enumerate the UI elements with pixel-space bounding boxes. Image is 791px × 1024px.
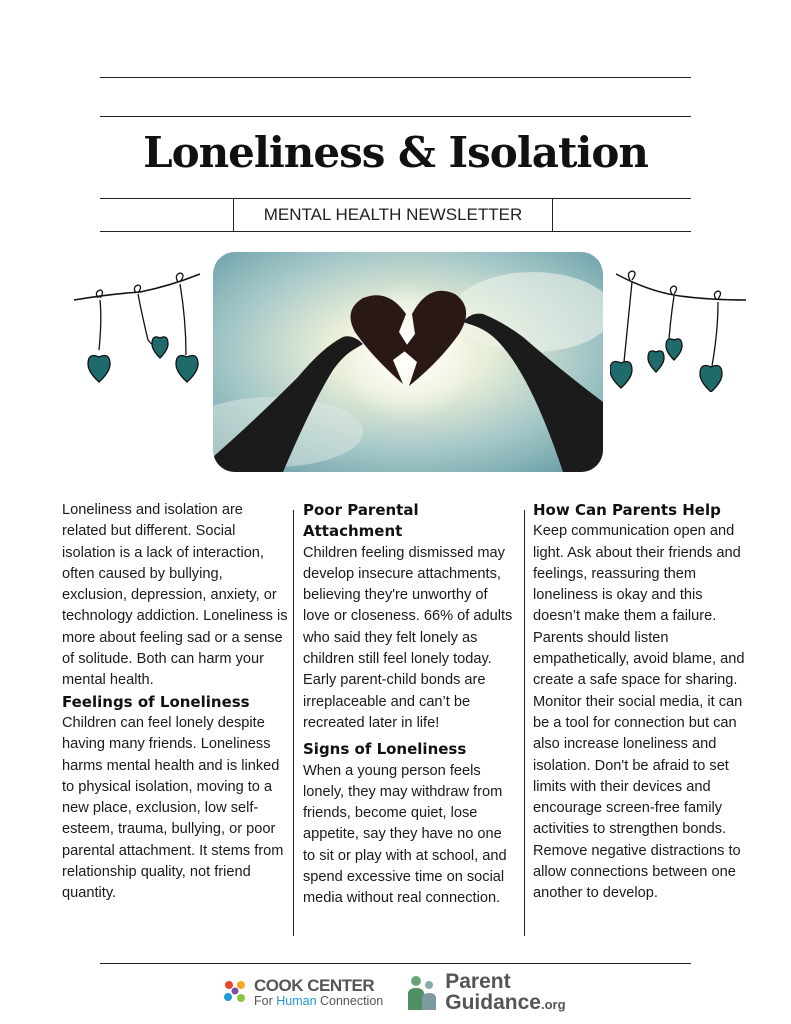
broken-heart-icon [666,339,682,360]
column-left [62,500,288,905]
attachment-paragraph: Children feeling dismissed may develop insecure attachments, believing they're unworthy of love or closeness. 66% of adults who said they felt lonely as children still feel lonely today. Early parent-child bonds are irreplaceable and can’t be recreated later in life! [303,544,513,731]
column-middle [303,500,515,910]
page-title: Loneliness & Isolation [143,128,648,177]
broken-heart-icon [152,337,168,358]
parent-guidance-logo-text [445,971,565,1013]
attachment-heading: Poor Parental Attachment [303,501,419,541]
feelings-heading: Feelings of Loneliness [62,692,250,711]
heart-icon [88,356,110,382]
header-rule-top [100,77,691,78]
heart-icon [610,362,632,388]
footer-rule [100,963,691,964]
header-rule-4 [100,231,691,232]
column-divider-2 [524,510,525,936]
column-right [533,500,747,905]
footer-logos [220,972,566,1012]
signs-paragraph: When a young person feels lonely, they may withdraw from friends, become quiet, lose appetite, say they have no one to sit or play with at school, and spend excessive time on social media without real connection. [303,762,507,907]
heart-icon [700,366,722,392]
header-rule-2 [100,116,691,117]
newsletter-subtitle-text: MENTAL HEALTH NEWSLETTER [263,205,523,224]
cook-center-logo-icon [220,977,250,1007]
left-heart-garland [70,260,210,390]
hero-image [213,252,603,472]
cook-center-name: COOK CENTER [254,975,375,995]
parent-guidance-line1: Parent [445,970,511,993]
feelings-paragraph: Children can feel lonely despite having many friends. Loneliness harms mental health and is linked to physical isolation, moving to a new place, exclusion, low self-esteem, trauma, bullying, or poor parental attachment. It stems from relationship quality, not friend quantity. [62,714,284,902]
column-divider-1 [293,510,294,936]
heart-icon [176,356,198,382]
intro-paragraph: Loneliness and isolation are related but different. Social isolation is a lack of interaction, often caused by bullying, exclusion, depression, anxiety, or technology addiction. Loneliness is more about feeling sad or a sense of solitude. Both can harm your mental health. [62,502,288,689]
help-heading: How Can Parents Help [533,501,721,519]
newsletter-subtitle [233,198,553,231]
cook-center-tagline: For Human Connection [254,993,384,1008]
signs-heading: Signs of Loneliness [303,740,467,759]
cook-center-logo-text [254,977,383,1008]
right-heart-garland [610,262,750,392]
broken-heart-icon [648,351,664,372]
parent-guidance-line2: Guidance.org [445,991,566,1014]
help-paragraph: Keep communication open and light. Ask about their friends and feelings, reassuring them loneliness is okay and this doesn’t make them a failure. Parents should listen empathetically, avoid blame, and create a safe space for sharing. Monitor their social media, it can be a tool for connection but can also increase loneliness and isolation. Don't be afraid to set limits with their devices and encourage screen-free family activities to strengthen bonds. Remove negative distractions to allow connections between one another to develop. [533,523,745,902]
parent-guidance-logo-icon [405,974,439,1010]
